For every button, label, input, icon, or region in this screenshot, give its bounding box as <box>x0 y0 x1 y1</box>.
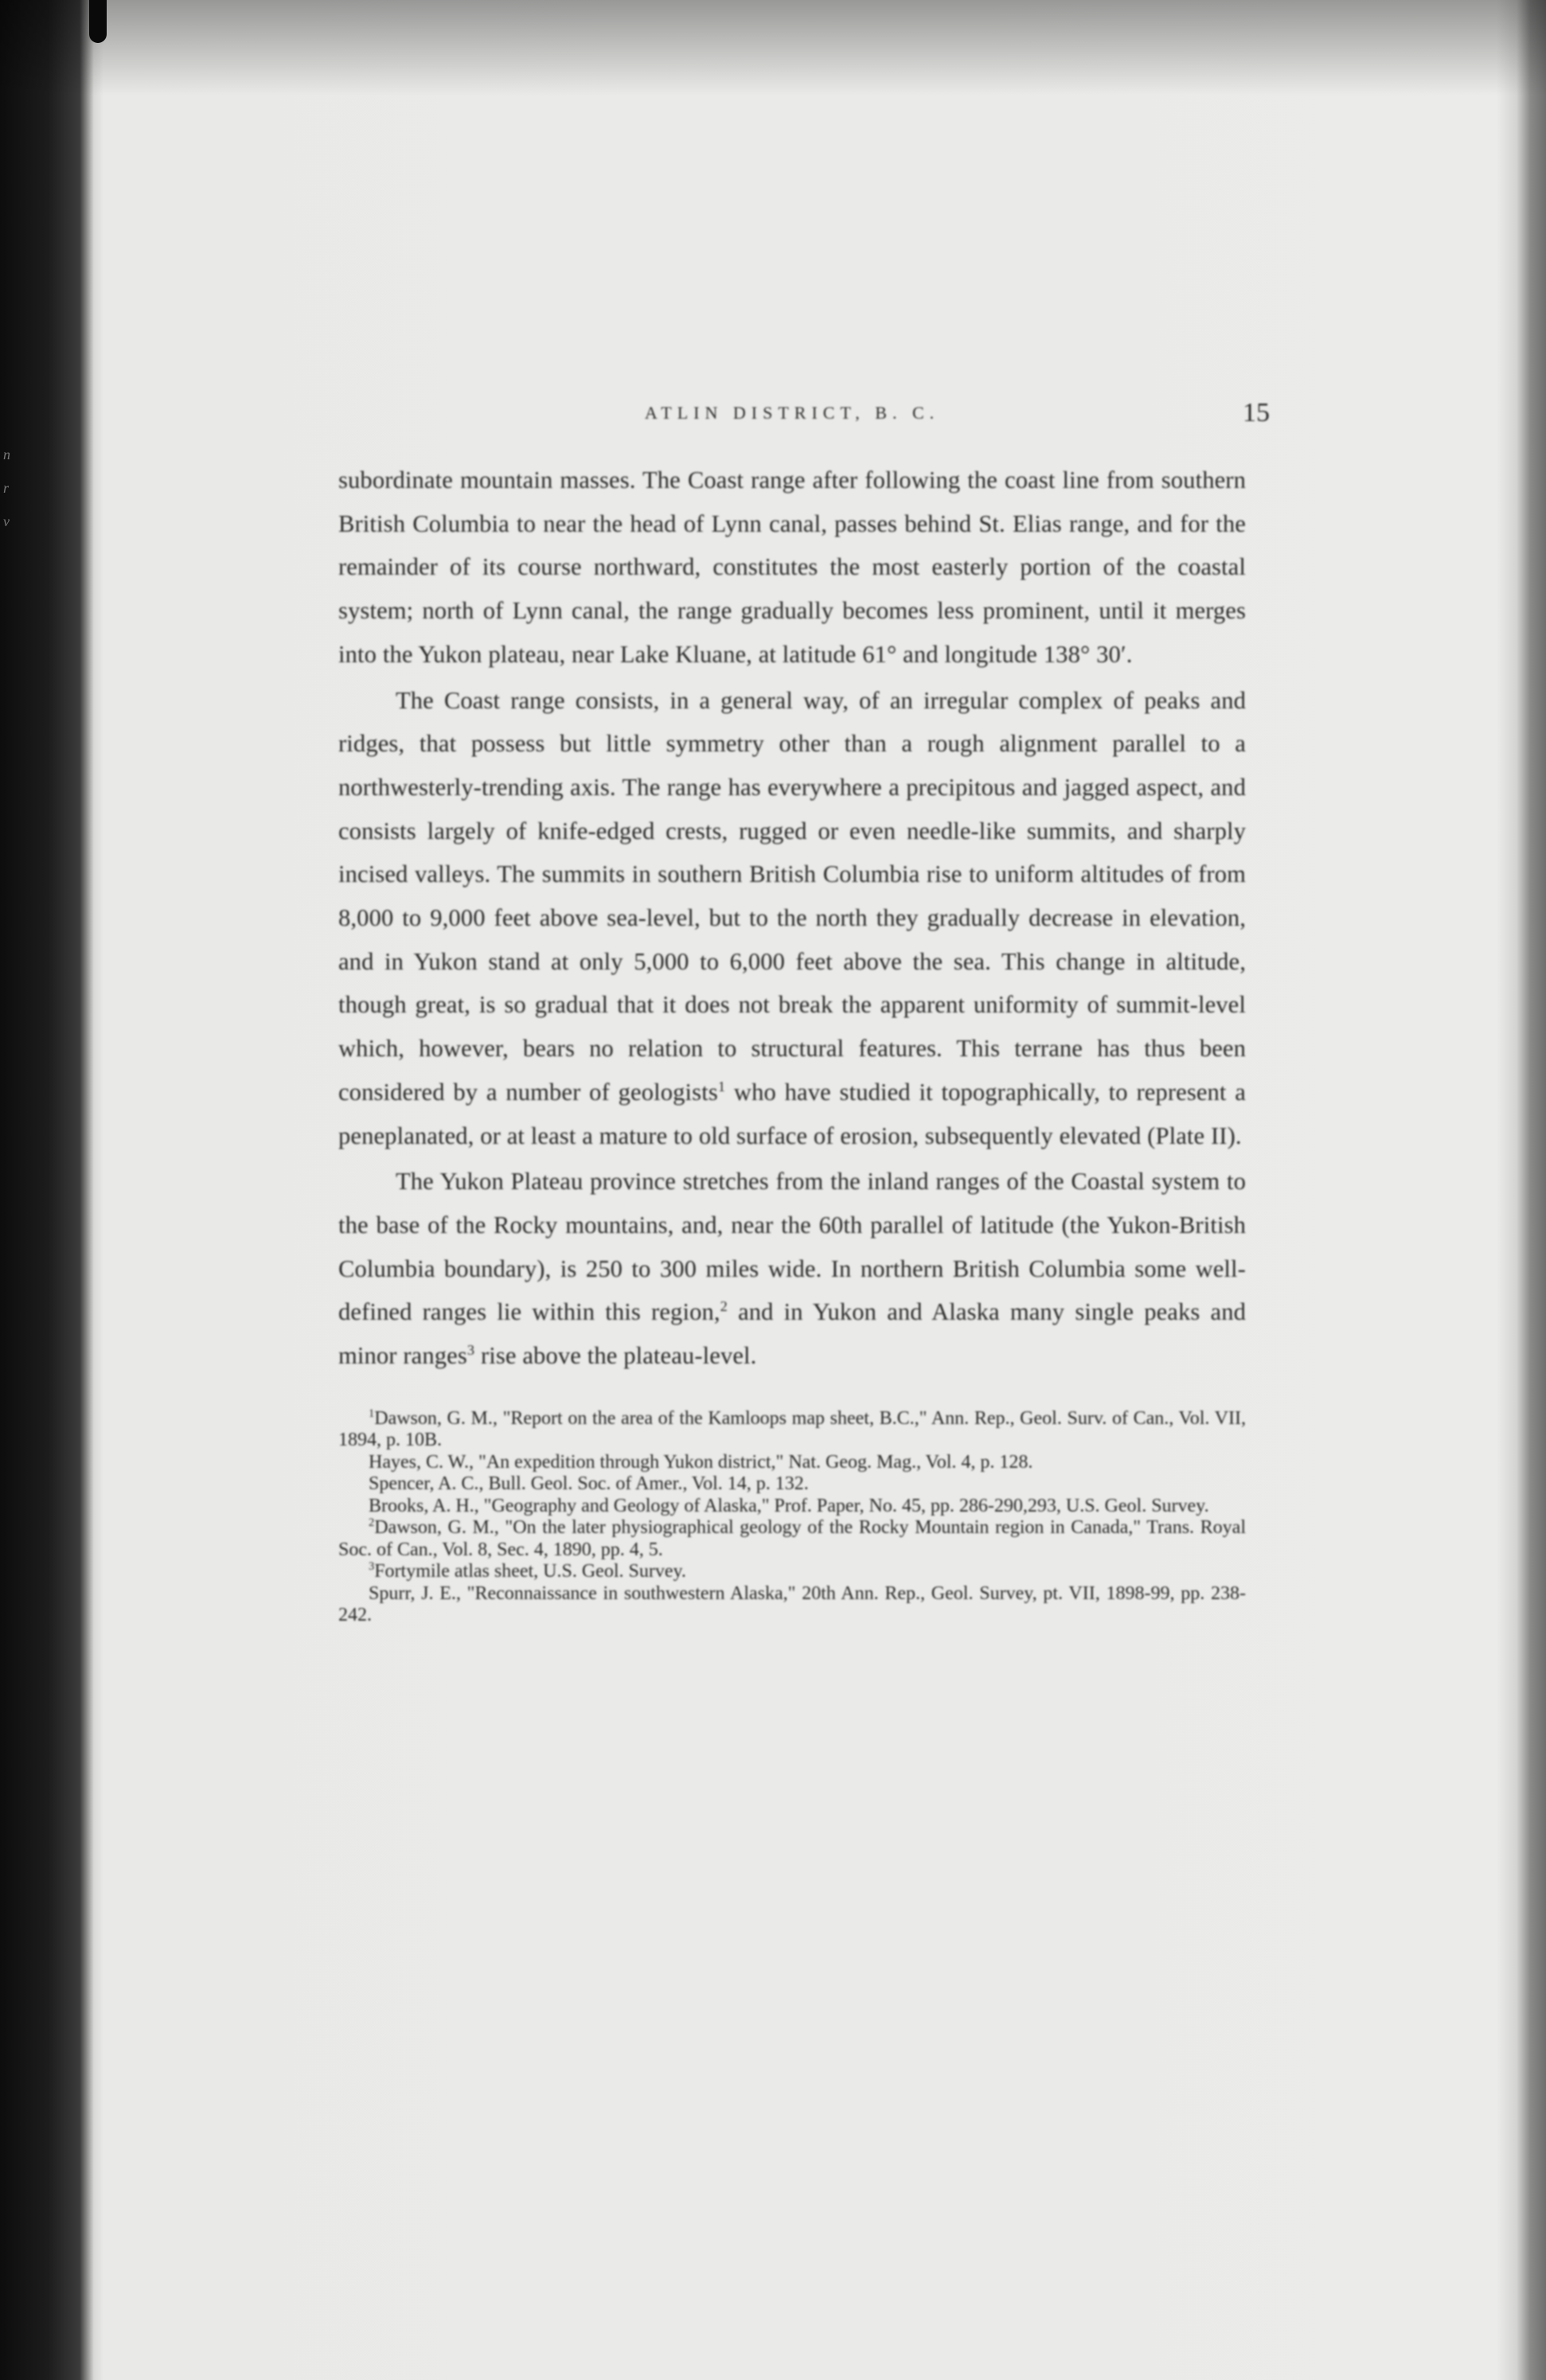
scan-artifact <box>89 0 107 43</box>
footnote <box>338 1408 1246 1452</box>
paragraph-3-text: The Yukon Plateau province stretches from the inland ranges of the Coastal system to the base of the Rocky mountains, and, near the 60th parallel of latitude (the Yukon-British Columbia boundary), is 250 to 300 miles wide. In northern British Columbia some well-defined ranges lie within this region, <box>338 1168 1246 1326</box>
paragraph-3 <box>338 1160 1246 1378</box>
paragraph-3-text-cont: and in Yukon and Alaska many single peaks and minor ranges <box>338 1298 1246 1370</box>
scan-shadow <box>0 0 1546 96</box>
paragraph-2-text: The Coast range consists, in a general way, of an irregular complex of peaks and ridges, that possess but little symmetry other than a rough alignment parallel to a northwesterly-trending axis. The range has everywhere a precipitous and jagged aspect, and consists largely of knife-edged crests, rugged or even needle-like summits, and sharply incised valleys. The summits in southern British Columbia rise to uniform altitudes of from 8,000 to 9,000 feet above sea-level, but to the north they gradually decrease in elevation, and in Yukon stand at only 5,000 to 6,000 feet above the sea. This change in altitude, though great, is so gradual that it does not break the apparent uniformity of summit-level which, however, bears no relation to structural features. This terrane has thus been considered by a number of geologists <box>338 686 1246 1106</box>
footnote-text: Dawson, G. M., "Report on the area of the Kamloops map sheet, B.C.," Ann. Rep., Geol. Surv. of Can., Vol. VII, 1894, p. 10B. <box>338 1407 1246 1451</box>
footnote-mark: 2 <box>369 1516 375 1530</box>
paragraph-3-text-end: rise above the plateau-level. <box>474 1342 757 1370</box>
page-text <box>338 398 1270 1627</box>
footnote-mark: 1 <box>369 1407 375 1420</box>
footnote-text: Hayes, C. W., "An expedition through Yukon district," Nat. Geog. Mag., Vol. 4, p. 128. <box>369 1451 1033 1473</box>
footnote <box>338 1561 1246 1583</box>
footnote-ref: 2 <box>720 1298 728 1315</box>
footnote-ref: 3 <box>467 1341 475 1358</box>
footnote-mark: 3 <box>369 1560 375 1574</box>
footnote-text: Spencer, A. C., Bull. Geol. Soc. of Amer., Vol. 14, p. 132. <box>369 1473 809 1495</box>
page-number: 15 <box>1243 398 1270 427</box>
paragraph-1: subordinate mountain masses. The Coast range after following the coast line from southern British Columbia to near the head of Lynn canal, passes behind St. Elias range, and for the remainder of its course northward, constitutes the most easterly portion of the coastal system; north of Lynn canal, the range gradually becomes less prominent, until it merges into the Yukon plateau, near Lake Kluane, at latitude 61° and longitude 138° 30′. <box>338 466 1246 668</box>
footnote-text: Brooks, A. H., "Geography and Geology of Alaska," Prof. Paper, No. 45, pp. 286-290,293, U.S. Geol. Survey. <box>369 1495 1209 1516</box>
footnote <box>338 1452 1246 1474</box>
margin-marks: n r v <box>3 447 10 529</box>
footnote-text: Spurr, J. E., "Reconnaissance in southwestern Alaska," 20th Ann. Rep., Geol. Survey, pt. VII, 1898-99, pp. 238-242. <box>338 1582 1246 1626</box>
footnotes <box>338 1408 1246 1627</box>
running-head-title: ATLIN DISTRICT, B. C. <box>644 403 940 423</box>
footnote-text: Fortymile atlas sheet, U.S. Geol. Survey. <box>374 1561 686 1582</box>
running-head <box>338 398 1270 430</box>
paragraph-2-text-cont: who have studied it topographically, to represent a peneplanated, or at least a mature to old surface of erosion, subsequently elevated (Plate II). <box>338 1078 1246 1149</box>
footnote <box>338 1517 1246 1561</box>
footnote <box>338 1583 1246 1627</box>
paragraph-2 <box>338 679 1246 1158</box>
footnote <box>338 1496 1246 1518</box>
footnote <box>338 1473 1246 1496</box>
footnote-text: Dawson, G. M., "On the later physiographical geology of the Rocky Mountain region in Canada," Trans. Royal Soc. of Can., Vol. 8, Sec. 4, 1890, pp. 4, 5. <box>338 1517 1246 1560</box>
footnote-ref: 1 <box>717 1078 726 1094</box>
